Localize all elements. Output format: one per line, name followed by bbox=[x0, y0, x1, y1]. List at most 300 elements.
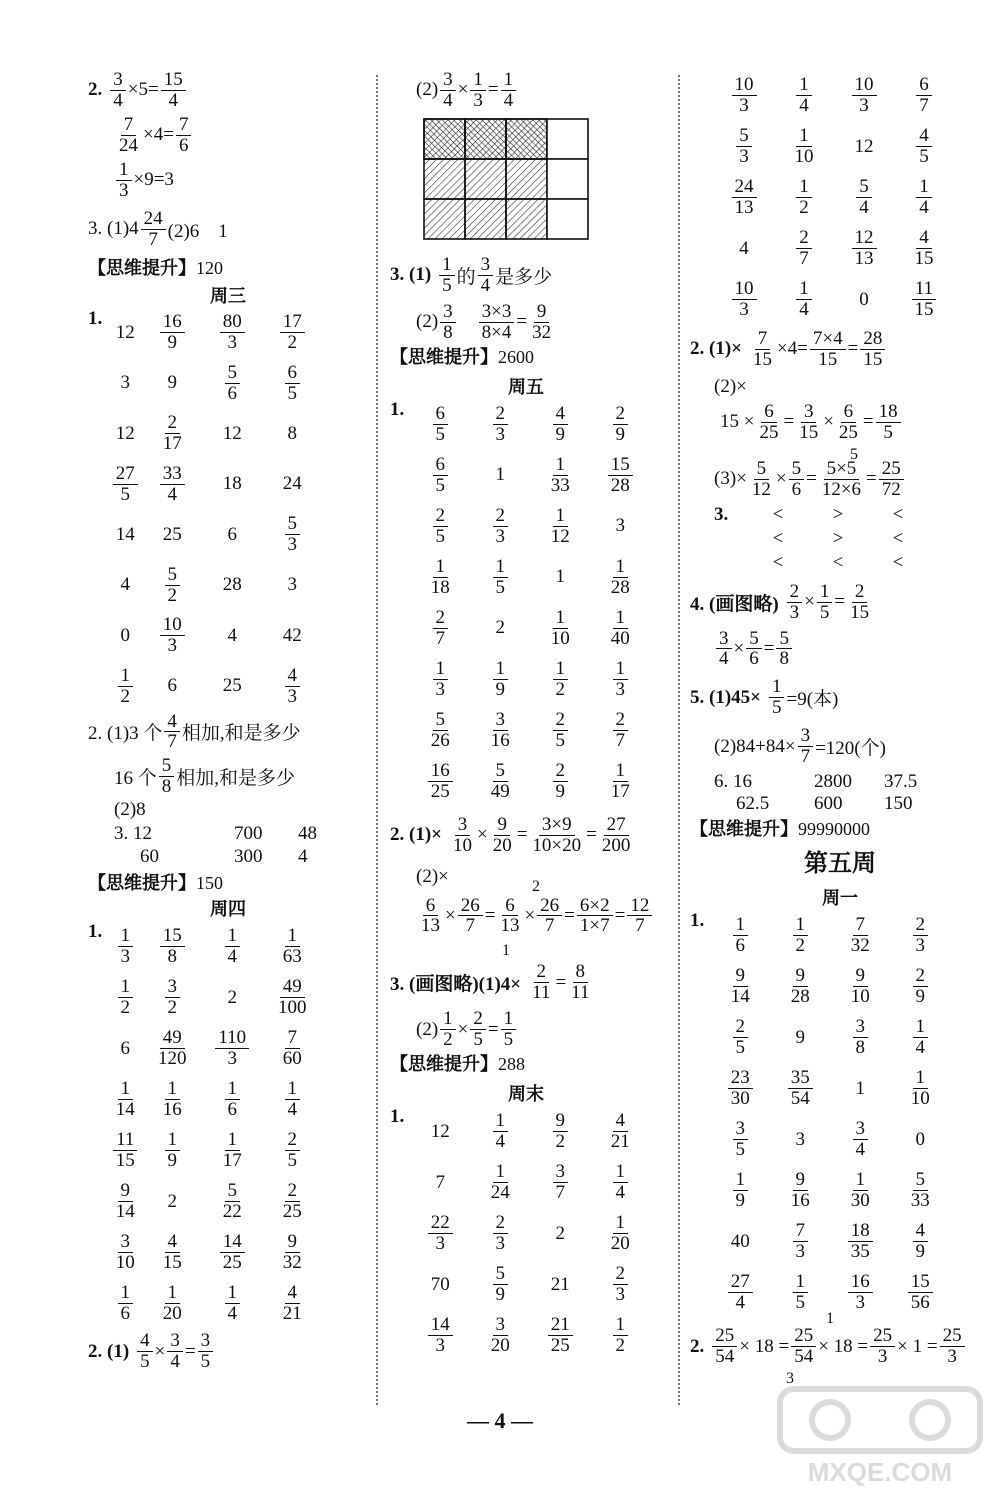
answer-cell bbox=[108, 308, 142, 359]
denominator: 15 bbox=[818, 348, 838, 370]
numerator: 1 bbox=[470, 70, 486, 91]
fraction bbox=[225, 1079, 241, 1120]
denominator: 5 bbox=[287, 1150, 297, 1172]
denominator: 9 bbox=[915, 986, 925, 1008]
grid-cell bbox=[424, 159, 465, 199]
answer-line bbox=[390, 815, 662, 856]
fraction bbox=[285, 514, 301, 555]
text: = bbox=[184, 1340, 196, 1362]
answer-cell bbox=[830, 1165, 890, 1216]
fraction bbox=[848, 1272, 873, 1313]
numerator: 2 bbox=[493, 506, 509, 527]
numerator: 3 bbox=[110, 70, 126, 91]
numerator: 1 bbox=[793, 915, 809, 936]
denominator: 3 bbox=[739, 299, 749, 320]
denominator: 26 bbox=[430, 729, 450, 751]
answer-cell bbox=[834, 121, 894, 172]
numerator: 26 bbox=[537, 896, 562, 917]
answer-cell bbox=[830, 1012, 890, 1063]
numerator: 6 bbox=[285, 363, 301, 384]
text: × bbox=[775, 468, 787, 490]
numerator: 9 bbox=[553, 1111, 569, 1132]
numerator: 5 bbox=[225, 363, 241, 384]
text: = bbox=[763, 637, 775, 659]
answer-line bbox=[390, 255, 662, 296]
numerator: 25 bbox=[870, 1326, 895, 1347]
fraction bbox=[275, 977, 310, 1018]
fraction bbox=[225, 1283, 241, 1324]
answer-cell bbox=[894, 223, 954, 274]
numerator: 4 bbox=[916, 126, 932, 147]
denominator: 30 bbox=[850, 1190, 870, 1212]
denominator: 3 bbox=[227, 332, 237, 354]
answer-cell bbox=[262, 921, 322, 972]
denominator: 28 bbox=[790, 986, 810, 1008]
numerator: 110 bbox=[215, 1028, 249, 1049]
denominator: 8 bbox=[779, 648, 789, 670]
denominator: 13 bbox=[500, 915, 520, 937]
fraction bbox=[608, 1213, 633, 1254]
boost-line bbox=[390, 343, 662, 369]
numerator: 5×5 bbox=[824, 459, 860, 480]
fraction bbox=[599, 815, 634, 856]
denominator: 13 bbox=[854, 248, 874, 269]
fraction bbox=[160, 926, 185, 967]
text: 2 bbox=[495, 617, 505, 639]
numerator: 3 bbox=[198, 1331, 214, 1352]
answer-cell: < bbox=[772, 527, 784, 549]
answer-cell bbox=[530, 705, 590, 756]
fraction bbox=[165, 1130, 181, 1171]
fraction bbox=[608, 557, 633, 598]
answer-cell bbox=[890, 910, 950, 961]
answer-cell bbox=[262, 661, 322, 712]
fraction bbox=[164, 712, 180, 753]
denominator: 7 bbox=[544, 915, 555, 937]
text: 3 bbox=[795, 1128, 805, 1150]
answer-cell bbox=[470, 1157, 530, 1208]
answer-cell bbox=[894, 172, 954, 223]
answer-cell bbox=[108, 1176, 142, 1227]
denominator: 4 bbox=[227, 1303, 237, 1325]
answer-cell bbox=[834, 274, 894, 325]
answer-cell bbox=[262, 1023, 322, 1074]
numerator: 6 bbox=[433, 404, 449, 425]
answer-cell bbox=[262, 1125, 322, 1176]
fraction bbox=[501, 70, 517, 111]
answer-cell bbox=[590, 552, 650, 603]
denominator: 16 bbox=[162, 1099, 182, 1121]
answer-cell bbox=[202, 921, 262, 972]
fraction bbox=[428, 557, 453, 598]
answer-cell bbox=[202, 308, 262, 359]
answer-cell bbox=[410, 1157, 470, 1208]
numerator: 1 bbox=[116, 160, 132, 181]
question-number: 3. (1) bbox=[390, 264, 432, 286]
fraction bbox=[613, 1264, 629, 1305]
text: 相加,和是多少 bbox=[181, 723, 301, 745]
numerator: 9 bbox=[285, 1232, 301, 1253]
numerator: 10 bbox=[732, 75, 757, 96]
answer-cell bbox=[262, 358, 322, 409]
denominator: 5 bbox=[435, 474, 445, 496]
fraction bbox=[280, 312, 305, 353]
text: (2) bbox=[416, 1018, 439, 1040]
fraction bbox=[488, 761, 513, 802]
numerator: 6 bbox=[423, 896, 439, 917]
denominator: 4 bbox=[855, 1139, 865, 1161]
numerator: 17 bbox=[280, 312, 305, 333]
denominator: 12 bbox=[550, 525, 570, 547]
numerator: 2 bbox=[470, 1009, 486, 1030]
numerator: 2 bbox=[787, 582, 803, 603]
denominator: 20 bbox=[162, 1303, 182, 1325]
fraction bbox=[792, 126, 817, 167]
denominator: 3 bbox=[877, 1346, 888, 1368]
fraction bbox=[285, 363, 301, 404]
numerator: 6 bbox=[841, 402, 857, 423]
numerator: 1 bbox=[733, 1170, 749, 1191]
fraction bbox=[912, 228, 937, 269]
numerator: 3 bbox=[478, 255, 494, 276]
denominator: 8 bbox=[443, 321, 453, 343]
answer-cell: 60 bbox=[140, 846, 159, 868]
answer-cell: 62.5 bbox=[736, 793, 770, 815]
denominator: 9 bbox=[495, 1284, 505, 1306]
denominator: 32 bbox=[532, 321, 552, 343]
denominator: 3 bbox=[473, 89, 483, 111]
fraction bbox=[220, 312, 245, 353]
numerator: 4 bbox=[165, 1232, 181, 1253]
fraction bbox=[537, 896, 562, 937]
text: × bbox=[154, 1340, 166, 1362]
denominator: 6 bbox=[227, 382, 237, 404]
denominator: 5 bbox=[883, 421, 893, 443]
answer-cell bbox=[590, 603, 650, 654]
answer-line bbox=[416, 70, 662, 111]
numerator: 26 bbox=[458, 896, 483, 917]
text: 0 bbox=[120, 624, 130, 646]
text: × bbox=[733, 637, 745, 659]
text: 3. (1)4 bbox=[88, 218, 139, 240]
fraction bbox=[870, 1326, 895, 1367]
answer-cell bbox=[410, 1310, 470, 1361]
numerator: 35 bbox=[788, 1068, 813, 1089]
question-number: 2. (1)× bbox=[390, 824, 442, 846]
numerator: 16 bbox=[160, 312, 185, 333]
answer-cell bbox=[262, 611, 322, 662]
denominator: 10 bbox=[850, 986, 870, 1008]
fraction bbox=[756, 402, 781, 443]
answer-cell bbox=[108, 661, 142, 712]
denominator: 5 bbox=[735, 1139, 745, 1161]
numerator: 15 bbox=[161, 70, 186, 91]
fraction bbox=[113, 1079, 138, 1120]
column-separator bbox=[376, 75, 378, 1405]
fraction bbox=[439, 255, 455, 296]
question-number: 2. (1) bbox=[88, 1340, 130, 1362]
answer-line bbox=[714, 459, 990, 500]
denominator: 8 bbox=[167, 946, 177, 968]
denominator: 5 bbox=[140, 1351, 150, 1373]
answer-cell: 6. 16 bbox=[714, 771, 752, 793]
fraction bbox=[488, 1315, 513, 1356]
fraction bbox=[440, 302, 456, 343]
fraction bbox=[198, 1331, 214, 1372]
numerator: 1 bbox=[225, 1079, 241, 1100]
answer-cell: 150 bbox=[884, 793, 913, 815]
text: 42 bbox=[282, 624, 302, 646]
answer-cell bbox=[470, 1208, 530, 1259]
text: 24 bbox=[282, 473, 302, 495]
numerator: 5 bbox=[913, 1170, 929, 1191]
numerator: 18 bbox=[848, 1221, 873, 1242]
fraction bbox=[280, 1181, 305, 1222]
numerator: 1 bbox=[613, 761, 629, 782]
denominator: 2 bbox=[555, 678, 565, 700]
denominator: 16 bbox=[790, 1190, 810, 1212]
denominator: 7 bbox=[435, 627, 445, 649]
fraction bbox=[788, 1068, 813, 1109]
denominator: 12×6 bbox=[821, 478, 862, 500]
text: × bbox=[823, 411, 834, 433]
fraction bbox=[458, 896, 483, 937]
fraction bbox=[548, 608, 573, 649]
denominator: 5 bbox=[555, 729, 565, 751]
text: 3 bbox=[287, 574, 297, 596]
denominator: 3 bbox=[495, 525, 505, 547]
denominator: 15 bbox=[850, 601, 870, 623]
denominator: 7 bbox=[919, 95, 929, 116]
answer-cell bbox=[710, 1012, 770, 1063]
denominator: 5 bbox=[795, 1292, 805, 1314]
numerator: 23 bbox=[728, 1068, 753, 1089]
answer-cell bbox=[714, 223, 774, 274]
text: 3 bbox=[615, 515, 625, 537]
cancel-mark-bottom: 1 bbox=[502, 941, 510, 959]
numerator: 6 bbox=[916, 75, 932, 96]
grid-cell bbox=[465, 159, 506, 199]
week-title: 第五周 bbox=[804, 851, 876, 878]
fraction bbox=[817, 582, 833, 623]
answer-grid bbox=[410, 399, 650, 807]
answer-cell bbox=[590, 1310, 650, 1361]
numerator: 2 bbox=[613, 404, 629, 425]
denominator: 21 bbox=[610, 1131, 630, 1153]
fraction bbox=[736, 126, 752, 167]
numerator: 1 bbox=[501, 1009, 517, 1030]
answer-cell bbox=[830, 1216, 890, 1267]
numerator: 6 bbox=[433, 455, 449, 476]
denominator: 3 bbox=[739, 95, 749, 116]
fraction bbox=[608, 761, 633, 802]
answer-cell bbox=[894, 274, 954, 325]
text: × 18 = bbox=[739, 1335, 790, 1357]
denominator: 54 bbox=[715, 1346, 735, 1368]
fraction bbox=[548, 506, 573, 547]
denominator: 2 bbox=[615, 1335, 625, 1357]
numerator: 16 bbox=[848, 1272, 873, 1293]
fraction bbox=[160, 615, 185, 656]
answer-line bbox=[88, 921, 368, 1329]
numerator: 1 bbox=[493, 557, 509, 578]
text: × bbox=[524, 904, 536, 926]
fraction bbox=[852, 228, 877, 269]
text: (2)84+84× bbox=[714, 735, 796, 757]
answer-cell bbox=[590, 654, 650, 705]
question-number: 3. (画图略)(1)4× bbox=[390, 974, 522, 996]
answer-line bbox=[416, 1009, 662, 1050]
question-number: 1. bbox=[690, 910, 705, 932]
answer-line bbox=[690, 582, 990, 623]
numerator: 7×4 bbox=[810, 329, 846, 350]
answer-cell: < bbox=[892, 503, 904, 525]
fraction bbox=[796, 177, 812, 218]
section-heading: 周五 bbox=[508, 376, 544, 397]
numerator: 3 bbox=[493, 710, 509, 731]
fraction bbox=[160, 312, 185, 353]
numerator: 3 bbox=[801, 402, 817, 423]
denominator: 4 bbox=[113, 89, 123, 111]
numerator: 2 bbox=[553, 761, 569, 782]
denominator: 120 bbox=[158, 1048, 187, 1070]
text: 70 bbox=[430, 1273, 450, 1295]
fraction bbox=[160, 1283, 185, 1324]
text: 3 bbox=[120, 372, 130, 394]
denominator: 6 bbox=[178, 134, 189, 156]
answer-cell bbox=[262, 560, 322, 611]
fraction bbox=[159, 756, 175, 797]
denominator: 14 bbox=[115, 1099, 135, 1121]
watermark-logo-icon bbox=[770, 1381, 990, 1491]
fraction bbox=[113, 464, 138, 505]
denominator: 3 bbox=[435, 1335, 445, 1357]
numerator: 2 bbox=[796, 228, 812, 249]
answer-cell bbox=[530, 1157, 590, 1208]
fraction bbox=[613, 1162, 629, 1203]
fraction bbox=[488, 1162, 513, 1203]
answer-cell bbox=[590, 399, 650, 450]
denominator: 4 bbox=[919, 197, 929, 218]
text: ×4= bbox=[143, 124, 174, 146]
numerator: 1 bbox=[913, 1017, 929, 1038]
fraction bbox=[613, 659, 629, 700]
fraction bbox=[746, 629, 762, 670]
fraction bbox=[137, 1331, 153, 1372]
denominator: 4 bbox=[503, 89, 514, 111]
numerator: 4 bbox=[164, 712, 180, 733]
fraction bbox=[913, 915, 929, 956]
denominator: 4 bbox=[799, 299, 809, 320]
numerator: 11 bbox=[113, 1130, 137, 1151]
text: 15 × bbox=[720, 411, 755, 433]
denominator: 2 bbox=[167, 997, 177, 1019]
denominator: 3 bbox=[795, 1241, 805, 1263]
fraction bbox=[750, 329, 775, 370]
fraction bbox=[440, 1009, 456, 1050]
numerator: 14 bbox=[428, 1315, 453, 1336]
numerator: 2 bbox=[613, 710, 629, 731]
denominator: 28 bbox=[610, 576, 630, 598]
denominator: 2 bbox=[795, 935, 805, 957]
fraction bbox=[493, 1213, 509, 1254]
text: = bbox=[806, 468, 817, 490]
fraction bbox=[110, 70, 126, 111]
comparison-grid bbox=[714, 504, 990, 576]
fraction bbox=[732, 75, 757, 116]
numerator: 25 bbox=[712, 1326, 737, 1347]
fraction bbox=[160, 413, 185, 454]
text: 2. (1)3 个 bbox=[88, 723, 163, 745]
fraction bbox=[479, 302, 515, 343]
denominator: 25 bbox=[759, 421, 779, 443]
fraction bbox=[732, 279, 757, 320]
fraction bbox=[450, 815, 475, 856]
text bbox=[458, 309, 477, 336]
text: × bbox=[445, 904, 456, 926]
numerator: 4 bbox=[137, 1331, 153, 1352]
answer-cell bbox=[108, 1125, 142, 1176]
text: 9 bbox=[167, 372, 177, 394]
denominator: 5 bbox=[919, 146, 929, 167]
numerator: 4 bbox=[916, 228, 932, 249]
question-number: 4. (画图略) bbox=[690, 593, 779, 615]
fraction bbox=[848, 915, 873, 956]
fraction bbox=[793, 915, 809, 956]
answer-cell bbox=[470, 603, 530, 654]
text: = bbox=[847, 338, 859, 360]
numerator: 28 bbox=[860, 329, 885, 350]
numerator: 1 bbox=[165, 1079, 181, 1100]
answer-cell bbox=[890, 1216, 950, 1267]
numerator: 49 bbox=[280, 977, 305, 998]
answer-cell bbox=[530, 756, 590, 807]
fraction bbox=[553, 659, 569, 700]
denominator: 10×20 bbox=[532, 834, 582, 856]
text: 4 bbox=[227, 624, 237, 646]
denominator: 5 bbox=[503, 1029, 514, 1051]
denominator: 5 bbox=[473, 1029, 483, 1051]
numerator: 5 bbox=[159, 756, 175, 777]
numerator: 1 bbox=[285, 926, 301, 947]
fraction bbox=[548, 455, 573, 496]
numerator: 5 bbox=[776, 629, 792, 650]
numerator: 5 bbox=[754, 459, 770, 480]
numerator: 1 bbox=[796, 177, 812, 198]
fraction bbox=[553, 1162, 569, 1203]
numerator: 2 bbox=[852, 582, 868, 603]
fraction bbox=[787, 582, 803, 623]
numerator: 15 bbox=[908, 1272, 933, 1293]
fraction bbox=[160, 464, 185, 505]
fraction bbox=[791, 1326, 816, 1367]
denominator: 20 bbox=[492, 834, 512, 856]
numerator: 9 bbox=[118, 1181, 134, 1202]
denominator: 3 bbox=[739, 146, 749, 167]
numerator: 1 bbox=[613, 1162, 629, 1183]
answer-cell bbox=[202, 560, 262, 611]
fraction bbox=[167, 1331, 183, 1372]
fraction bbox=[913, 966, 929, 1007]
answer-grid bbox=[710, 910, 950, 1318]
answer-cell bbox=[108, 611, 142, 662]
boost-value: 2600 bbox=[498, 346, 534, 367]
fraction bbox=[847, 582, 872, 623]
answer-grid bbox=[714, 70, 990, 325]
text: × bbox=[457, 79, 469, 101]
boost-line bbox=[690, 815, 990, 841]
fraction bbox=[141, 209, 166, 250]
